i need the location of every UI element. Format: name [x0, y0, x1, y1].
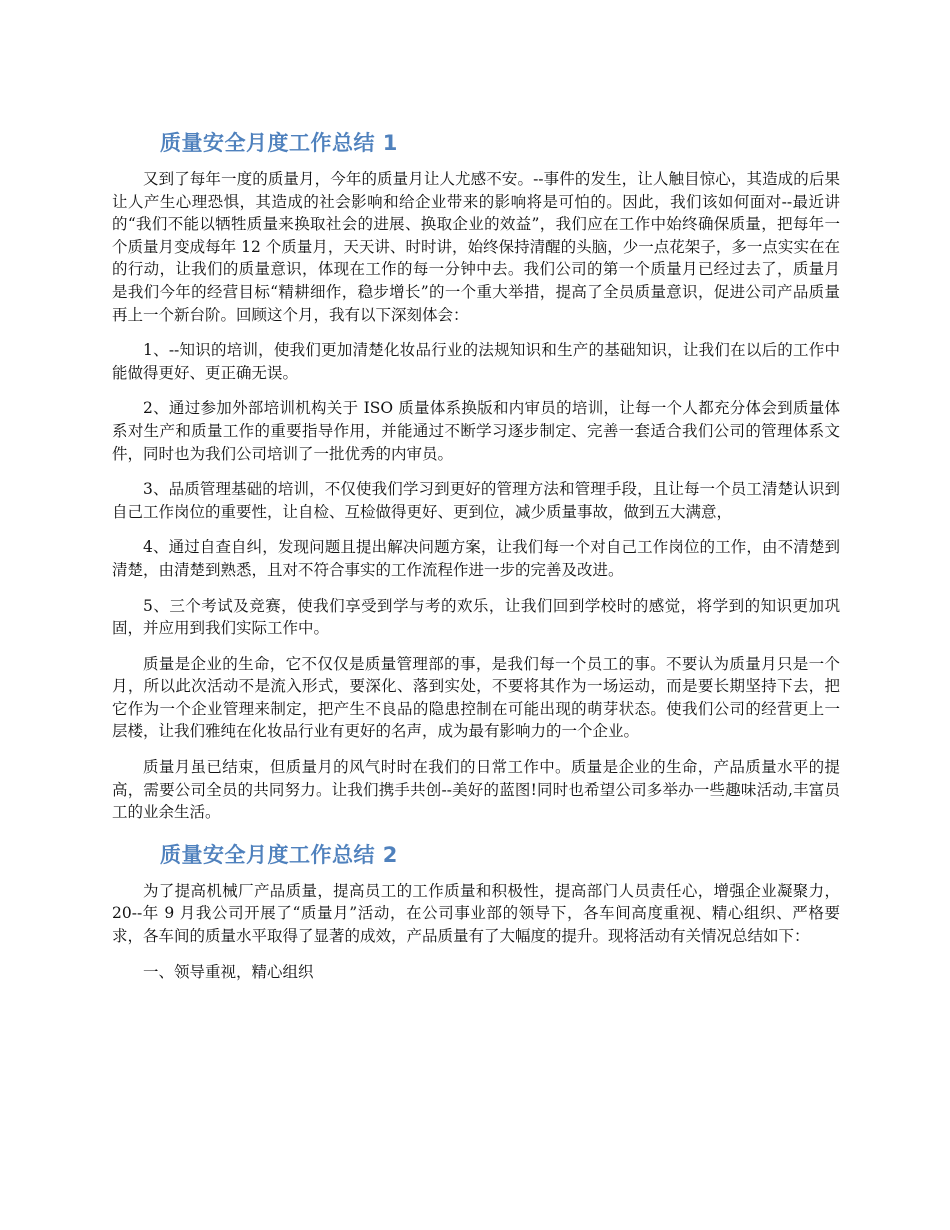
- section-heading-1: 质量安全月度工作总结 1: [160, 131, 398, 155]
- section-heading-2: 质量安全月度工作总结 2: [160, 842, 398, 867]
- paragraph: 1、--知识的培训，使我们更加清楚化妆品行业的法规知识和生产的基础知识，让我们在以后的工作中能做得更好、更正确无误。: [112, 341, 840, 382]
- document-page: [112, 128, 840, 996]
- paragraph: 5、三个考试及竞赛，使我们享受到学与考的欢乐，让我们回到学校时的感觉，将学到的知识更加巩固，并应用到我们实际工作中。: [112, 596, 840, 638]
- paragraph: 2、通过参加外部培训机构关于 ISO 质量体系换版和内审员的培训，让每一个人都充分体会到质量体系对生产和质量工作的重要指导作用，并能通过不断学习逐步制定、完善一套适合我们公司的管理体系文件，同时也为我们公司培训了一批优秀的内审员。: [112, 399, 840, 463]
- paragraph: 4、通过自查自纠，发现问题且提出解决问题方案，让我们每一个对自己工作岗位的工作，由不清楚到清楚，由清楚到熟悉，且对不符合事实的工作流程作进一步的完善及改进。: [112, 538, 840, 579]
- paragraph: 又到了每年一度的质量月，今年的质量月让人尤感不安。--事件的发生，让人触目惊心，其造成的后果让人产生心理恐惧，其造成的社会影响和给企业带来的影响将是可怕的。因此，我们该如何面对--最近讲的“我们不能以牺牲质量来换取社会的进展、换取企业的效益”，我们应在工作中始终确保质量，把每年一个质量月变成每年 12 个质量月，天天讲、时时讲，始终保持清醒的头脑，少一点花架子，多一点实实在在的行动，让我们的质量意识，体现在工作的每一分钟中去。我们公司的第一个质量月已经过去了，质量月是我们今年的经营目标“精耕细作，稳步增长”的一个重大举措，提高了全员质量意识，促进公司产品质量再上一个新台阶。回顾这个月，我有以下深刻体会：: [112, 170, 840, 324]
- paragraph: 质量是企业的生命，它不仅仅是质量管理部的事，是我们每一个员工的事。不要认为质量月只是一个月，所以此次活动不是流入形式，要深化、落到实处，不要将其作为一场运动，而是要长期坚持下去，把它作为一个企业管理来制定，把产生不良品的隐患控制在可能出现的萌芽状态。使我们公司的经营更上一层楼，让我们雅纯在化妆品行业有更好的名声，成为最有影响力的一个企业。: [112, 654, 840, 741]
- paragraph: 3、品质管理基础的培训，不仅使我们学习到更好的管理方法和管理手段，且让每一个员工清楚认识到自己工作岗位的重要性，让自检、互检做得更好、更到位，减少质量事故，做到五大满意，: [112, 480, 840, 521]
- paragraph: 一、领导重视，精心组织: [143, 962, 314, 981]
- paragraph: 为了提高机械厂产品质量，提高员工的工作质量和积极性，提高部门人员责任心，增强企业凝聚力，20--年 9 月我公司开展了“质量月”活动，在公司事业部的领导下，各车间高度重视、精心组织、严格要求，各车间的质量水平取得了显著的成效，产品质量有了大幅度的提升。现将活动有关情况总结如下：: [112, 881, 840, 946]
- paragraph: 质量月虽已结束，但质量月的风气时时在我们的日常工作中。质量是企业的生命，产品质量水平的提高，需要公司全员的共同努力。让我们携手共创--美好的蓝图!同时也希望公司多举办一些趣味活动,丰富员工的业余生活。: [112, 758, 840, 822]
